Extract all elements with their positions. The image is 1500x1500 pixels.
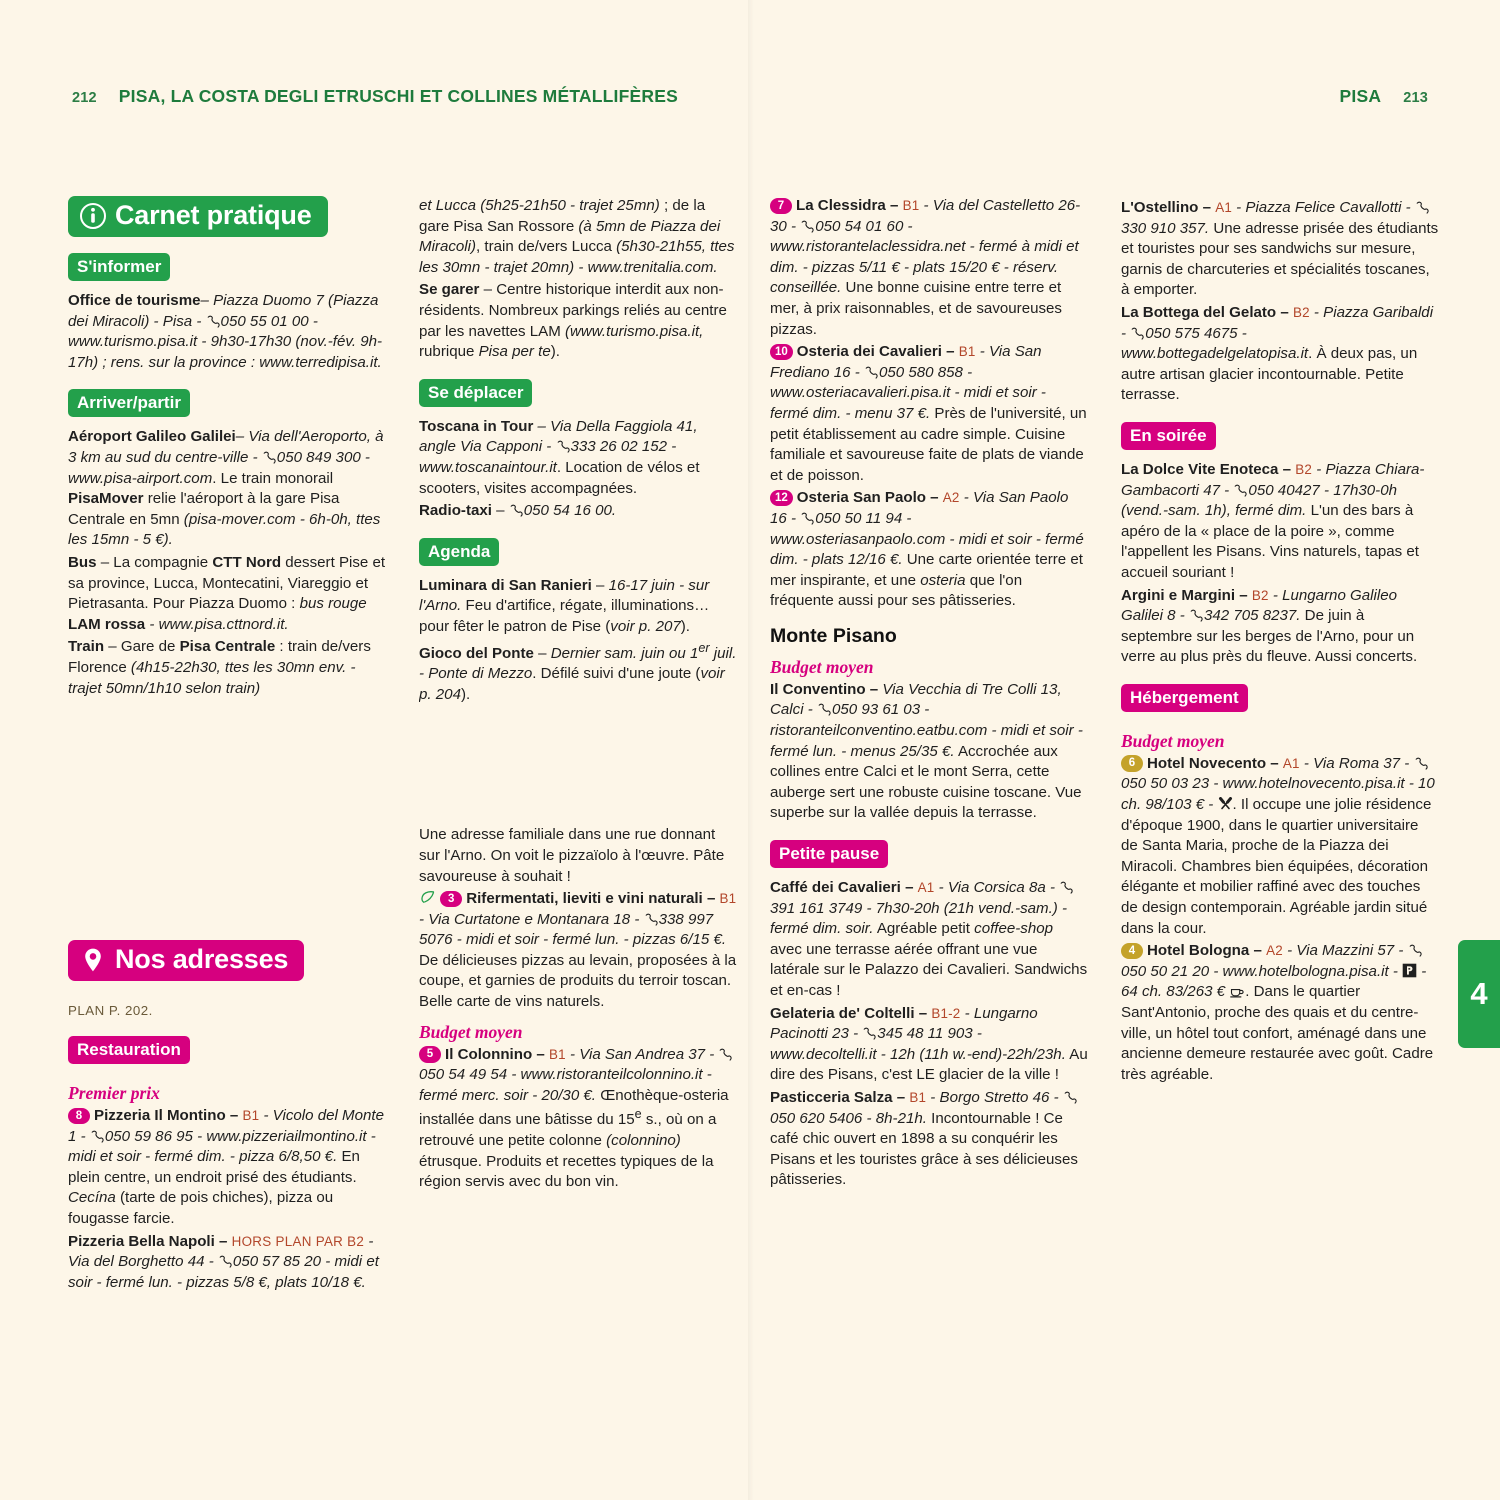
phone-icon xyxy=(1130,327,1145,340)
entry-sep: - xyxy=(565,1045,580,1063)
phone-icon xyxy=(718,1048,733,1061)
entry-name: L'Ostellino xyxy=(1121,199,1199,216)
entry-phone: 050 93 61 03 xyxy=(831,701,921,719)
entry-hours: - midi et soir - fermé lun. - pizzas 6/15 €. xyxy=(452,931,727,949)
entry-address: Borgo Stretto 46 - xyxy=(939,1088,1063,1106)
entry-address: Piazza Chiara-Gambacorti 47 - xyxy=(1121,460,1425,499)
entry-text-2: Une adresse familiale dans une rue donnant sur l'Arno. On voit le pizzaïolo à l'œuvre. Pâte savoureuse à souhait ! xyxy=(419,826,725,885)
entry-hours: - 8h-21h. xyxy=(862,1109,927,1127)
entry-hours: - 17h30-0h (vend.-sam. 1h), fermé dim. xyxy=(1121,481,1397,520)
entry-dash: – xyxy=(1276,303,1293,321)
entry-sep: - xyxy=(975,343,989,361)
phone-icon xyxy=(1059,881,1074,894)
section-arriver-partir: Arriver/partir xyxy=(68,389,190,417)
entry-text: – Centre historique interdit aux non-résidents. Nombreux parkings reliés au centre par les navettes LAM xyxy=(419,281,727,340)
entry-description: De juin à septembre sur les berges de l'Arno, pour un verre au plus près du fleuve. Aussi concerts. xyxy=(1121,607,1418,666)
entry-highlight-2: LAM rossa xyxy=(68,615,146,633)
entry-ordinal: e xyxy=(634,1107,642,1122)
entry-address: Via Curtatone e Montanara 18 - xyxy=(428,910,644,928)
phone-icon xyxy=(862,1027,877,1040)
entry-detail-2: - www.turismo.pisa.it - 9h30-17h30 (nov.-fév. 9h-17h) ; rens. sur la province : www.terredipisa.it. xyxy=(68,312,383,371)
entry-phone: 050 50 21 20 xyxy=(1121,962,1210,980)
entry-sep: - xyxy=(1268,586,1283,604)
entry-phone: 050 620 5406 xyxy=(770,1109,863,1127)
entry-crossref: voir p. 207 xyxy=(610,617,681,635)
entry-address: Via Mazzini 57 - xyxy=(1296,942,1408,960)
entry-phone: 330 910 357. xyxy=(1121,219,1210,237)
entry-phone: 050 40427 xyxy=(1248,481,1320,499)
entry-dash: – xyxy=(1235,586,1252,604)
entry-train xyxy=(68,637,386,699)
section-hebergement: Hébergement xyxy=(1121,684,1248,712)
entry-highlight: PisaMover xyxy=(68,490,144,508)
entry-dates: Dernier sam. juin ou 1 xyxy=(550,644,699,662)
section-restauration: Restauration xyxy=(68,1036,190,1064)
entry-hours: - www.osteriasanpaolo.com - midi et soir - fermé dim. - plats 12/16 €. xyxy=(770,509,1084,569)
info-icon xyxy=(80,203,106,229)
map-reference: B1-2 xyxy=(931,1005,961,1021)
phone-icon xyxy=(817,703,832,716)
entry-address: Via San Andrea 37 - xyxy=(579,1045,719,1063)
entry-phone: 050 50 03 23 xyxy=(1121,775,1210,793)
entry-rooms: - 64 ch. 83/263 € xyxy=(1121,962,1427,1001)
entry-osteria-san-paolo xyxy=(770,488,1088,612)
entry-text-4: ; de la gare Pisa San Rossore xyxy=(419,197,706,235)
nos-adresses-block xyxy=(68,940,386,1295)
entry-description: . À deux pas, un autre artisan glacier incontournable. Petite terrasse. xyxy=(1121,345,1418,404)
entry-name: Caffé dei Cavalieri xyxy=(770,879,901,897)
entry-address: Via San Frediano 16 - xyxy=(770,343,1042,381)
entry-aeroport xyxy=(68,427,386,551)
entry-hours: - www.ristoranteilcolonnino.it - fermé merc. soir - 20/30 €. xyxy=(419,1066,712,1104)
entry-description: Agréable petit xyxy=(873,920,975,938)
entry-text-3: Pisa per te xyxy=(478,343,551,361)
entry-name: Gelateria de' Coltelli xyxy=(770,1004,915,1022)
entry-url: (www.turismo.pisa.it, xyxy=(564,322,704,340)
entry-text: . Le train monorail xyxy=(212,469,334,487)
entry-badge: 5 xyxy=(419,1046,441,1063)
entry-dash: – xyxy=(941,343,959,361)
running-title-right: PISA xyxy=(1339,86,1382,106)
entry-name: Osteria dei Cavalieri xyxy=(796,343,942,361)
entry-dash: – xyxy=(214,1232,232,1250)
entry-hours: - www.osteriacavalieri.pisa.it - midi et soir - fermé dim. - menu 37 €. xyxy=(770,363,1046,422)
phone-icon xyxy=(556,440,571,453)
entry-address: Lungarno Pacinotti 23 - xyxy=(770,1004,1038,1043)
entry-hours: - ristoranteilconventino.eatbu.com - midi et soir - fermé lun. - menus 25/35 €. xyxy=(770,701,1083,760)
entry-url: - www.toscanaintour.it xyxy=(419,438,677,476)
entry-dash: – xyxy=(925,489,943,507)
entry-dash: – xyxy=(914,1004,932,1022)
entry-dash: – xyxy=(892,1088,910,1106)
entry-badge: 4 xyxy=(1121,943,1143,960)
entry-description: . Il occupe une jolie résidence d'époque 1900, dans le quartier universitaire de Santa Maria, proche de la Piazza dei Miracoli. Chambres bien équipées, décoration élégante et mobilier raffiné avec des touches de design contemporain. Agréable jardin situé dans la cour. xyxy=(1121,796,1432,937)
entry-text: – La compagnie xyxy=(96,553,213,571)
entry-il-conventino xyxy=(770,680,1088,824)
entry-la-dolce-vite-enoteca xyxy=(1121,460,1439,584)
entry-la-clessidra xyxy=(770,196,1088,340)
entry-dash: – xyxy=(225,1107,243,1124)
phone-icon xyxy=(1414,757,1429,770)
entry-name: Il Colonnino xyxy=(445,1045,533,1063)
entry-la-bottega-del-gelato xyxy=(1121,303,1439,406)
entry-description: Une carte orientée terre et mer inspirante, et une xyxy=(770,551,1083,589)
map-reference: B1 xyxy=(242,1108,260,1123)
entry-il-colonnino xyxy=(419,1045,737,1193)
nos-adresses-banner xyxy=(68,940,304,981)
entry-dash: – xyxy=(1266,754,1283,772)
entry-detail: – Piazza Duomo 7 (Piazza dei Miracoli) - Pisa - xyxy=(68,292,379,330)
phone-icon xyxy=(90,1130,105,1143)
entry-hotel-novecento xyxy=(1121,754,1439,939)
phone-icon xyxy=(262,451,277,464)
entry-url: - www.hotelbologna.pisa.it - xyxy=(1209,962,1403,980)
entry-pasticceria-salza xyxy=(770,1088,1088,1191)
entry-term: coffee-shop xyxy=(974,920,1054,938)
entry-name: Argini e Margini xyxy=(1121,586,1236,604)
entry-detail: – Via Della Faggiola 41, angle Via Capponi - xyxy=(419,417,698,456)
entry-description: Au dire des Pisans, c'est LE glacier de la ville ! xyxy=(770,1045,1088,1084)
column-2 xyxy=(419,196,737,1411)
entry-sep: - xyxy=(934,879,948,897)
entry-highlight: Pisa Centrale xyxy=(179,638,276,656)
phone-icon xyxy=(218,1255,233,1268)
entry-description: L'un des bars à apéro de la « place de la poire », comme l'appellent les Pisans. Vins naturels, tapas et accueil souriant ! xyxy=(1121,502,1419,581)
phone-icon xyxy=(1415,201,1430,214)
entry-phone: 050 849 300 xyxy=(276,448,361,466)
entry-badge: 10 xyxy=(770,344,793,361)
entry-hours: (4h15-22h30, ttes les 30mn env. - trajet 50mn/1h10 selon train) xyxy=(68,658,356,697)
entry-hours: - 7h30-20h (21h vend.-sam.) - fermé dim. soir. xyxy=(770,899,1068,938)
entry-name: Bus xyxy=(68,553,97,571)
entry-ordinal: er xyxy=(698,640,710,655)
entry-name: La Dolce Vite Enoteca xyxy=(1121,460,1279,478)
entry-badge: 3 xyxy=(440,891,462,908)
budget-moyen-label-col2: Budget moyen xyxy=(419,1021,523,1042)
entry-name: Hotel Bologna xyxy=(1147,942,1250,960)
phone-icon xyxy=(800,512,815,525)
entry-name: Pizzeria Il Montino xyxy=(94,1107,226,1124)
entry-name: Office de tourisme xyxy=(68,292,201,309)
entry-highlight: CTT Nord xyxy=(212,553,282,571)
entry-description: Une bonne cuisine entre terre et mer, à prix raisonnables, et de savoureuses pizzas. xyxy=(770,279,1062,338)
entry-address: Via del Castelletto 26-30 - xyxy=(770,197,1081,235)
entry-phone: 391 161 3749 xyxy=(770,899,863,917)
entry-text-3: et Lucca xyxy=(419,197,481,214)
entry-phone: 050 580 858 xyxy=(878,363,963,381)
entry-description-3: étrusque. Produits et recettes typiques de la région servis avec du bon vin. xyxy=(419,1152,714,1191)
entry-description: En plein centre, un endroit prisé des étudiants. xyxy=(68,1148,360,1186)
running-head-right xyxy=(1340,86,1428,107)
entry-text-4: ). xyxy=(550,343,560,361)
entry-sep: - xyxy=(919,197,933,214)
phone-icon xyxy=(1063,1091,1078,1104)
entry-text-5: (à 5mn de Piazza dei Miracoli) xyxy=(419,217,721,256)
entry-text-2: dessert Pise et sa province, Lucca, Montecatini, Viareggio et Pietrasanta. Pour Piazza Duomo : xyxy=(68,553,386,613)
leaf-icon xyxy=(419,890,436,905)
entry-bella-napoli-continued xyxy=(419,825,737,887)
entry-url: - www.bottegadelgelatopisa.it xyxy=(1121,324,1309,363)
entry-sep: - xyxy=(1309,303,1324,321)
entry-name: Il Conventino xyxy=(770,680,866,698)
entry-description-2: (tarte de pois chiches), pizza ou fougasse farcie. xyxy=(68,1189,334,1227)
entry-phone: 050 54 01 60 xyxy=(815,217,904,235)
entry-term: osteria xyxy=(920,571,966,589)
entry-text: . Location de vélos et scooters, visites accompagnées. xyxy=(419,458,700,497)
map-reference: B1 xyxy=(719,891,737,907)
entry-address: Via San Paolo 16 - xyxy=(770,489,1069,527)
folio-left: 212 xyxy=(72,90,97,106)
phone-icon xyxy=(1233,484,1248,497)
entry-hours: - www.hotelnovecento.pisa.it - 10 ch. 98/103 € - xyxy=(1121,775,1435,814)
budget-premier-prix-label: Premier prix xyxy=(68,1083,160,1103)
map-reference: A1 xyxy=(917,880,935,896)
nos-adresses-title: Nos adresses xyxy=(115,944,289,974)
entry-caffe-dei-cavalieri xyxy=(770,878,1088,1002)
phone-icon xyxy=(644,913,659,926)
entry-text-2: : train de/vers Florence xyxy=(68,638,371,676)
entry-radio-taxi xyxy=(419,501,737,522)
entry-dash: – xyxy=(900,879,918,897)
entry-name: Gioco del Ponte xyxy=(419,644,534,662)
entry-sep: - xyxy=(959,489,973,507)
entry-detail: – Via dell'Aeroporto, à 3 km au sud du centre-ville - xyxy=(68,428,384,466)
entry-phone: 050 59 86 95 xyxy=(104,1127,193,1145)
entry-address: Via Corsica 8a - xyxy=(947,879,1060,897)
map-reference: B1 xyxy=(958,344,976,360)
entry-dash: – xyxy=(885,197,903,214)
entry-text-2: . Défilé suivi d'une joute ( xyxy=(532,665,701,683)
entry-osteria-dei-cavalieri xyxy=(770,342,1088,486)
entry-text-6: , train de/vers Lucca xyxy=(476,238,617,256)
entry-badge: 8 xyxy=(68,1108,90,1125)
entry-name: Train xyxy=(68,638,105,656)
entry-phone: 050 575 4675 xyxy=(1145,324,1238,342)
entry-sep: - xyxy=(960,1004,974,1022)
entry-dates: 16-17 juin - sur l'Arno. xyxy=(419,576,710,615)
entry-name: Toscana in Tour xyxy=(419,417,534,435)
entry-badge: 7 xyxy=(770,198,792,215)
map-reference: A2 xyxy=(1266,943,1283,959)
entry-dash: – xyxy=(702,890,720,908)
entry-train-continued xyxy=(419,196,737,278)
entry-pizzeria-il-montino xyxy=(68,1106,386,1230)
entry-address: Lungarno Galileo Galilei 8 - xyxy=(1121,586,1398,625)
entry-name: Luminara di San Ranieri xyxy=(419,576,592,594)
entry-sep: - xyxy=(419,910,429,928)
phone-icon xyxy=(206,315,221,328)
section-se-deplacer: Se déplacer xyxy=(419,379,532,407)
entry-se-garer xyxy=(419,280,737,362)
section-agenda: Agenda xyxy=(419,538,499,566)
entry-phone: 342 705 8237. xyxy=(1203,607,1301,625)
entry-phone: 345 48 11 903 xyxy=(877,1025,973,1043)
entry-text-3: ). xyxy=(680,617,691,635)
entry-lostellino xyxy=(1121,198,1439,301)
chapter-thumb-tab: 4 xyxy=(1458,940,1500,1048)
entry-phone: 050 54 16 00. xyxy=(523,502,617,520)
entry-description: Près de l'université, un petit établissement au cadre simple. Cuisine familiale et savoureuse faite de plats de viande et de poisson. xyxy=(770,404,1087,484)
phone-icon xyxy=(509,504,524,517)
entry-dash: – xyxy=(1278,460,1296,478)
entry-dash: – xyxy=(532,1045,549,1063)
entry-name: Rifermentati, lieviti e vini naturali xyxy=(466,890,703,908)
entry-name: Pasticceria Salza xyxy=(770,1088,893,1106)
entry-text: – Gare de xyxy=(104,638,180,656)
entry-name: Se garer xyxy=(419,281,480,299)
section-petite-pause: Petite pause xyxy=(770,840,888,868)
map-reference: B2 xyxy=(1292,304,1310,320)
entry-bus xyxy=(68,553,386,635)
map-reference: B2 xyxy=(1251,587,1269,603)
entry-description-2: avec une terrasse aérée offrant une vue latérale sur le Palazzo dei Cavalieri. Sandwichs et en-cas ! xyxy=(770,940,1088,999)
entry-description: Accrochée aux collines entre Calci et le mont Serra, cette auberge sert une robuste cuisine toscane. Vue superbe sur la vallée depuis la terrasse. xyxy=(770,742,1082,822)
entry-text: – xyxy=(591,576,609,594)
entry-sep: - xyxy=(1312,460,1326,478)
entry-argini-e-margini xyxy=(1121,586,1439,668)
entry-rifermentati xyxy=(419,889,737,1013)
entry-term: Cecína xyxy=(68,1189,116,1207)
entry-hours: - midi et soir - fermé lun. - pizzas 5/8 €, plats 10/18 €. xyxy=(68,1253,379,1291)
entry-sep: - xyxy=(1231,199,1246,216)
entry-gelateria-de-coltelli xyxy=(770,1004,1088,1086)
map-reference: A1 xyxy=(1215,200,1232,215)
entry-gioco-del-ponte xyxy=(419,640,737,706)
entry-phone: 338 997 5076 xyxy=(419,910,714,949)
entry-name: La Bottega del Gelato xyxy=(1121,303,1277,321)
entry-toscana-in-tour xyxy=(419,417,737,499)
entry-sep: - xyxy=(926,1088,940,1106)
budget-moyen-label-col4: Budget moyen xyxy=(1121,730,1225,751)
column-3 xyxy=(770,196,1088,1411)
phone-icon xyxy=(1408,944,1423,957)
entry-luminara xyxy=(419,576,737,638)
entry-hours-2: (5h25-21h50 - trajet 25mn) xyxy=(480,197,660,214)
entry-phone: 333 26 02 152 xyxy=(570,438,668,456)
entry-description-2: que l'on fréquente aussi pour ses pâtisseries. xyxy=(770,571,1023,610)
entry-hours: - www.decoltelli.it - 12h (11h w.-end)-22h/23h. xyxy=(770,1025,1066,1063)
entry-url: - www.pisa-airport.com xyxy=(68,448,370,487)
entry-description: . Dans le quartier Sant'Antonio, proche des quais et du centre-ville, un hôtel tout confort, aménagé dans une ancienne demeure restaurée avec goût. Cadre très agréable. xyxy=(1121,983,1434,1083)
entry-dates-2: juil. - Ponte di Mezzo xyxy=(419,644,737,683)
entry-address: Via Vecchia di Tre Colli 13, Calci - xyxy=(770,680,1062,719)
entry-term: (colonnino) xyxy=(606,1132,681,1150)
carnet-pratique-banner xyxy=(68,196,328,237)
carnet-pratique-title: Carnet pratique xyxy=(115,200,312,230)
folio-right: 213 xyxy=(1403,90,1428,106)
map-reference: B1 xyxy=(902,198,920,213)
entry-text-3: ). xyxy=(460,685,471,703)
entry-name: Osteria San Paolo xyxy=(796,489,926,507)
entry-text-2: rubrique xyxy=(419,343,479,361)
entry-badge: 6 xyxy=(1121,755,1143,772)
entry-text-2: Feu d'artifice, régate, illuminations… pour fêter le patron de Pise ( xyxy=(419,597,710,635)
entry-sep: - xyxy=(1299,754,1314,772)
plan-reference: PLAN P. 202. xyxy=(68,1003,153,1018)
entry-office-de-tourisme xyxy=(68,291,386,373)
map-reference: HORS PLAN PAR B2 xyxy=(231,1233,365,1249)
entry-text: – xyxy=(491,502,509,520)
entry-hours: - www.pizzeriailmontino.it - midi et soir - fermé dim. - pizza 6/8,50 €. xyxy=(68,1127,376,1166)
entry-phone: 050 55 01 00 xyxy=(220,312,309,330)
running-head-left xyxy=(72,86,678,107)
entry-description-2: s., où on a retrouvé une petite colonne xyxy=(419,1111,717,1150)
entry-name: Pizzeria Bella Napoli xyxy=(68,1232,215,1250)
entry-address: Vicolo del Monte 1 - xyxy=(68,1107,384,1145)
entry-address: Piazza Garibaldi - xyxy=(1121,303,1434,342)
entry-pizzeria-bella-napoli xyxy=(68,1232,386,1294)
entry-address: Via Roma 37 - xyxy=(1313,754,1414,772)
entry-hours: - www.ristorantelaclessidra.net - fermé à midi et dim. - pizzas 5/11 € - plats 15/20 € - réserv. conseillée. xyxy=(770,217,1079,297)
entry-name: Hotel Novecento xyxy=(1147,754,1267,772)
entry-phone: 050 57 85 20 xyxy=(232,1253,322,1271)
phone-icon xyxy=(1189,609,1204,622)
entry-hotel-bologna xyxy=(1121,941,1439,1085)
entry-url: - www.pisa.cttnord.it. xyxy=(145,615,289,633)
map-pin-icon xyxy=(80,947,106,973)
entry-sep: - xyxy=(1282,942,1297,960)
entry-description: Incontournable ! Ce café chic ouvert en 1898 a su conquérir les Pisans et les touristes grâce à ses délicieuses pâtisseries. xyxy=(770,1109,1078,1189)
entry-address: Via del Borghetto 44 - xyxy=(68,1253,218,1271)
phone-icon xyxy=(800,220,815,233)
entry-name: La Clessidra xyxy=(796,197,886,214)
parking-icon xyxy=(1402,963,1417,978)
entry-sep: - xyxy=(364,1232,374,1250)
entry-description: De délicieuses pizzas au levain, proposées à la coupe, et garnies de produits du terroir toscan. Belle carte de vins naturels. xyxy=(419,951,737,1011)
map-reference: B1 xyxy=(909,1089,927,1105)
budget-moyen-label-col3: Budget moyen xyxy=(770,656,874,677)
entry-description: Œnothèque-osteria installée dans une bâtisse du 15 xyxy=(419,1086,729,1129)
entry-dash: – xyxy=(1198,199,1216,216)
locality-monte-pisano: Monte Pisano xyxy=(770,624,897,647)
entry-badge: 12 xyxy=(770,490,793,507)
entry-text-3: bus rouge xyxy=(299,595,367,613)
section-en-soiree: En soirée xyxy=(1121,422,1216,450)
entry-text-2: relie l'aéroport à la gare Pisa Centrale en 5mn xyxy=(68,490,340,528)
entry-phone: 050 50 11 94 xyxy=(815,509,903,527)
running-title-left: PISA, LA COSTA DEGLI ETRUSCHI ET COLLINES MÉTALLIFÈRES xyxy=(118,86,678,106)
restaurant-icon xyxy=(1218,797,1233,811)
breakfast-icon xyxy=(1229,985,1245,998)
entry-description: Une adresse prisée des étudiants et touristes pour ses sandwichs sur mesure, garnis de charcuteries et spécialités toscanes, à emporter. xyxy=(1121,219,1439,299)
map-reference: A2 xyxy=(942,490,960,506)
entry-name: Aéroport Galileo Galilei xyxy=(68,428,236,446)
column-4 xyxy=(1121,196,1439,1411)
entry-hours-3: (5h30-21h55, ttes les 30mn - trajet 20mn) - www.trenitalia.com. xyxy=(419,238,735,276)
entry-phone: 050 54 49 54 xyxy=(419,1066,508,1084)
entry-name: Radio-taxi xyxy=(419,502,492,520)
entry-address: Piazza Felice Cavallotti - xyxy=(1245,199,1415,216)
entry-dash: – xyxy=(865,680,883,698)
entry-text: – xyxy=(533,644,551,662)
entry-dash: – xyxy=(1249,942,1267,960)
entry-crossref: voir p. 204 xyxy=(419,665,725,703)
map-reference: B1 xyxy=(548,1046,566,1062)
entry-hours: (pisa-mover.com - 6h-0h, ttes les 15mn - 5 €). xyxy=(68,510,381,549)
entry-sep: - xyxy=(259,1107,273,1124)
map-reference: B2 xyxy=(1295,461,1313,477)
section-sinformer: S'informer xyxy=(68,253,170,281)
phone-icon xyxy=(864,366,879,379)
map-reference: A1 xyxy=(1282,755,1300,771)
